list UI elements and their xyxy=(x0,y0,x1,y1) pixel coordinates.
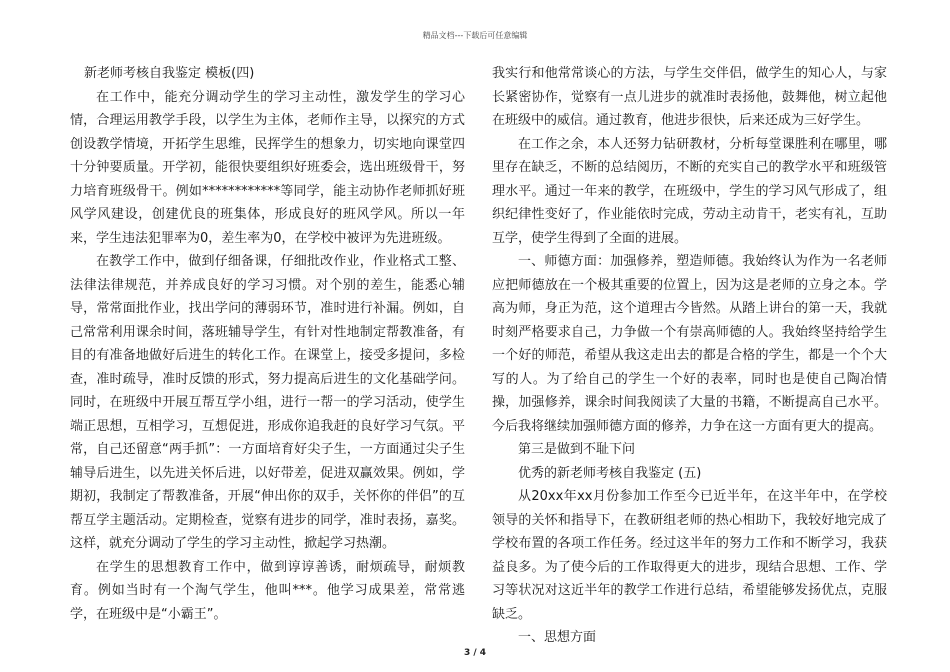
page-header: 精品文档---下载后可任意编辑 xyxy=(422,31,528,40)
paragraph: 第三是做到不耻下问 xyxy=(518,442,636,457)
page-number: 3 / 4 xyxy=(463,648,487,658)
right-column xyxy=(492,62,887,650)
paragraph-continuation: 我实行和他常常谈心的方法，与学生交伴侣，做学生的知心人，与家长紧密协作，觉察有一点儿进步的就准时表扬他，鼓舞他，树立起他在班级中的威信。通过教育，他进步很快，后来还成为三好学生。 xyxy=(492,66,887,128)
section-title: 优秀的新老师考核自我鉴定 (五) xyxy=(518,465,702,481)
paragraph: 在学生的思想教育工作中，做到谆谆善诱，耐烦疏导，耐烦教育。例如当时有一个淘气学生，他叫***。他学习成果差，常常逃学，在班级中是“小霸王”。 xyxy=(70,559,465,622)
paragraph: 从20xx年xx月份参加工作至今已近半年，在这半年中，在学校领导的关怀和指导下，在教研组老师的热心相助下，我较好地完成了学校布置的各项工作任务。经过这半年的努力工作和不断学习，我获益良多。为了使今后的工作取得更大的进步，现结合思想、工作、学习等状况对这近半年的教学工作进行总结，希望能够发扬优点，克服缺乏。 xyxy=(492,489,887,622)
paragraph: 在工作之余，本人还努力钻研教材，分析每堂课胜利在哪里，哪里存在缺乏，不断的总结阅历，不断的充实自己的教学水平和班级管理水平。通过一年来的教学，在班级中，学生的学习风气形成了，组织纪律性变好了，作业能依时完成，劳动主动肯干，老实有礼，互助互学，使学生得到了全面的进展。 xyxy=(492,136,887,246)
paragraph: 在工作中，能充分调动学生的学习主动性，激发学生的学习心情，合理运用教学手段，以学生为主体，老师作主导，以探究的方式创设教学情境，开拓学生思维，民挥学生的想象力，切实地向课堂四十分钟要质量。开学初，能很快要组织好班委会，选出班级骨干，努力培育班级骨干。例如************等同学，能主动协作老师抓好班风学风建设，创建优良的班集体，形成良好的班风学风。所以一年来，学生违法犯罪率为0，差生率为0，在学校中被评为先进班级。 xyxy=(70,89,465,246)
section-heading: 一、思想方面 xyxy=(518,630,597,645)
left-column xyxy=(70,62,465,626)
section-title: 新老师考核自我鉴定 模板(四) xyxy=(84,66,255,81)
paragraph: 一、师德方面：加强修养，塑造师德。我始终认为作为一名老师应把师德放在一个极其重要的位置上，因为这是老师的立身之本。学高为师，身正为范，这个道理古今皆然。从踏上讲台的第一天，我就时刻严格要求自己，力争做一个有崇高师德的人。我始终坚持给学生一个好的师范，希望从我这走出去的都是合格的学生，都是一个个大写的人。为了给自己的学生一个好的表率，同时也是使自己陶冶情操，加强修养，课余时间我阅读了大量的书籍，不断提高自己水平。今后我将继续加强师德方面的修养，力争在这一方面有更大的提高。 xyxy=(492,254,887,434)
paragraph: 在教学工作中，做到仔细备课，仔细批改作业，作业格式工整、法律法律规范，并养成良好的学习习惯。对个别的差生，能悉心辅导，常常面批作业，找出学问的薄弱环节，准时进行补漏。例如，自己常常利用课余时间，落班辅导学生，有针对性地制定帮教准备，有目的有准备地做好后进生的转化工作。在课堂上，接受多提问，多检查，准时疏导，准时反馈的形式，努力提高后进生的文化基础学问。同时，在班级中开展互帮互学小组，进行一帮一的学习活动，使学生端正思想，互相学习，互想促进，形成你追我赶的良好学习气氛。平常，自己还留意“两手抓”：一方面培育好尖子生，一方面通过尖子生辅导后进生，以先进关怀后进，以好带差，促进双赢效果。例如，学期初，我制定了帮教准备，开展“伸出你的双手，关怀你的伴侣”的互帮互学主题活动。定期检查，觉察有进步的同学，准时表扬，嘉奖。这样，就充分调动了学生的学习主动性，掀起学习热潮。 xyxy=(70,254,465,551)
